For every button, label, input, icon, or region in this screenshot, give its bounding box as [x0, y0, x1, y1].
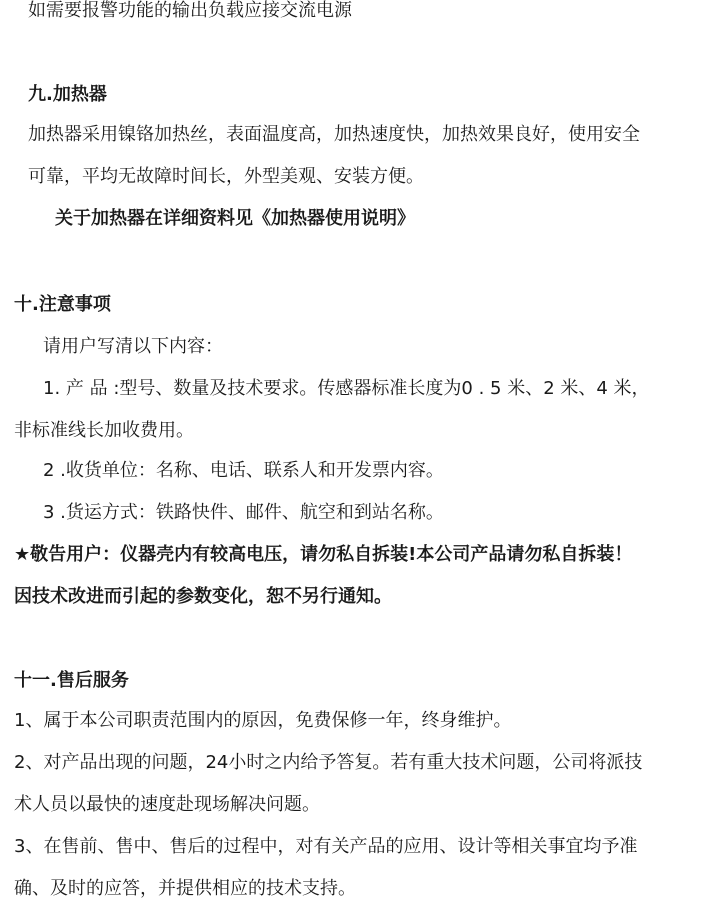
section-11-item-3-line-2: 确、及时的应答，并提供相应的技术支持。: [14, 878, 356, 899]
section-9-paragraph-line-2: 可靠，平均无故障时间长，外型美观、安装方便。: [28, 166, 424, 187]
section-10-intro: 请用户写清以下内容：: [43, 336, 223, 357]
warning-line-1: ★敬告用户：仪器壳内有较高电压，请勿私自拆装!本公司产品请勿私自拆装！: [14, 544, 633, 565]
section-9-reference: 关于加热器在详细资料见《加热器使用说明》: [55, 208, 415, 229]
section-10-item-3: 3 .货运方式：铁路快件、邮件、航空和到站名称。: [43, 502, 444, 523]
section-10-item-2: 2 .收货单位：名称、电话、联系人和开发票内容。: [43, 460, 444, 481]
section-11-item-1: 1、属于本公司职责范围内的原因，免费保修一年，终身维护。: [14, 710, 512, 731]
section-9-title: 九.加热器: [28, 84, 107, 105]
section-11-title: 十一.售后服务: [14, 670, 129, 691]
section-10-title: 十.注意事项: [14, 294, 111, 315]
section-11-item-3-line-1: 3、在售前、售中、售后的过程中，对有关产品的应用、设计等相关事宜均予准: [14, 836, 638, 857]
top-note: 如需要报警功能的输出负载应接交流电源: [28, 0, 352, 21]
section-10-item-1-line-2: 非标准线长加收费用。: [14, 420, 194, 441]
section-10-item-1-line-1: 1. 产 品 :型号、数量及技术要求。传感器标准长度为0 . 5 米、2 米、4 米，: [43, 378, 650, 399]
section-11-item-2-line-1: 2、对产品出现的问题，24小时之内给予答复。若有重大技术问题，公司将派技: [14, 752, 643, 773]
warning-line-2: 因技术改进而引起的参数变化，恕不另行通知。: [14, 586, 392, 607]
section-11-item-2-line-2: 术人员以最快的速度赴现场解决问题。: [14, 794, 320, 815]
section-9-paragraph-line-1: 加热器采用镍铬加热丝，表面温度高，加热速度快，加热效果良好，使用安全: [28, 124, 640, 145]
